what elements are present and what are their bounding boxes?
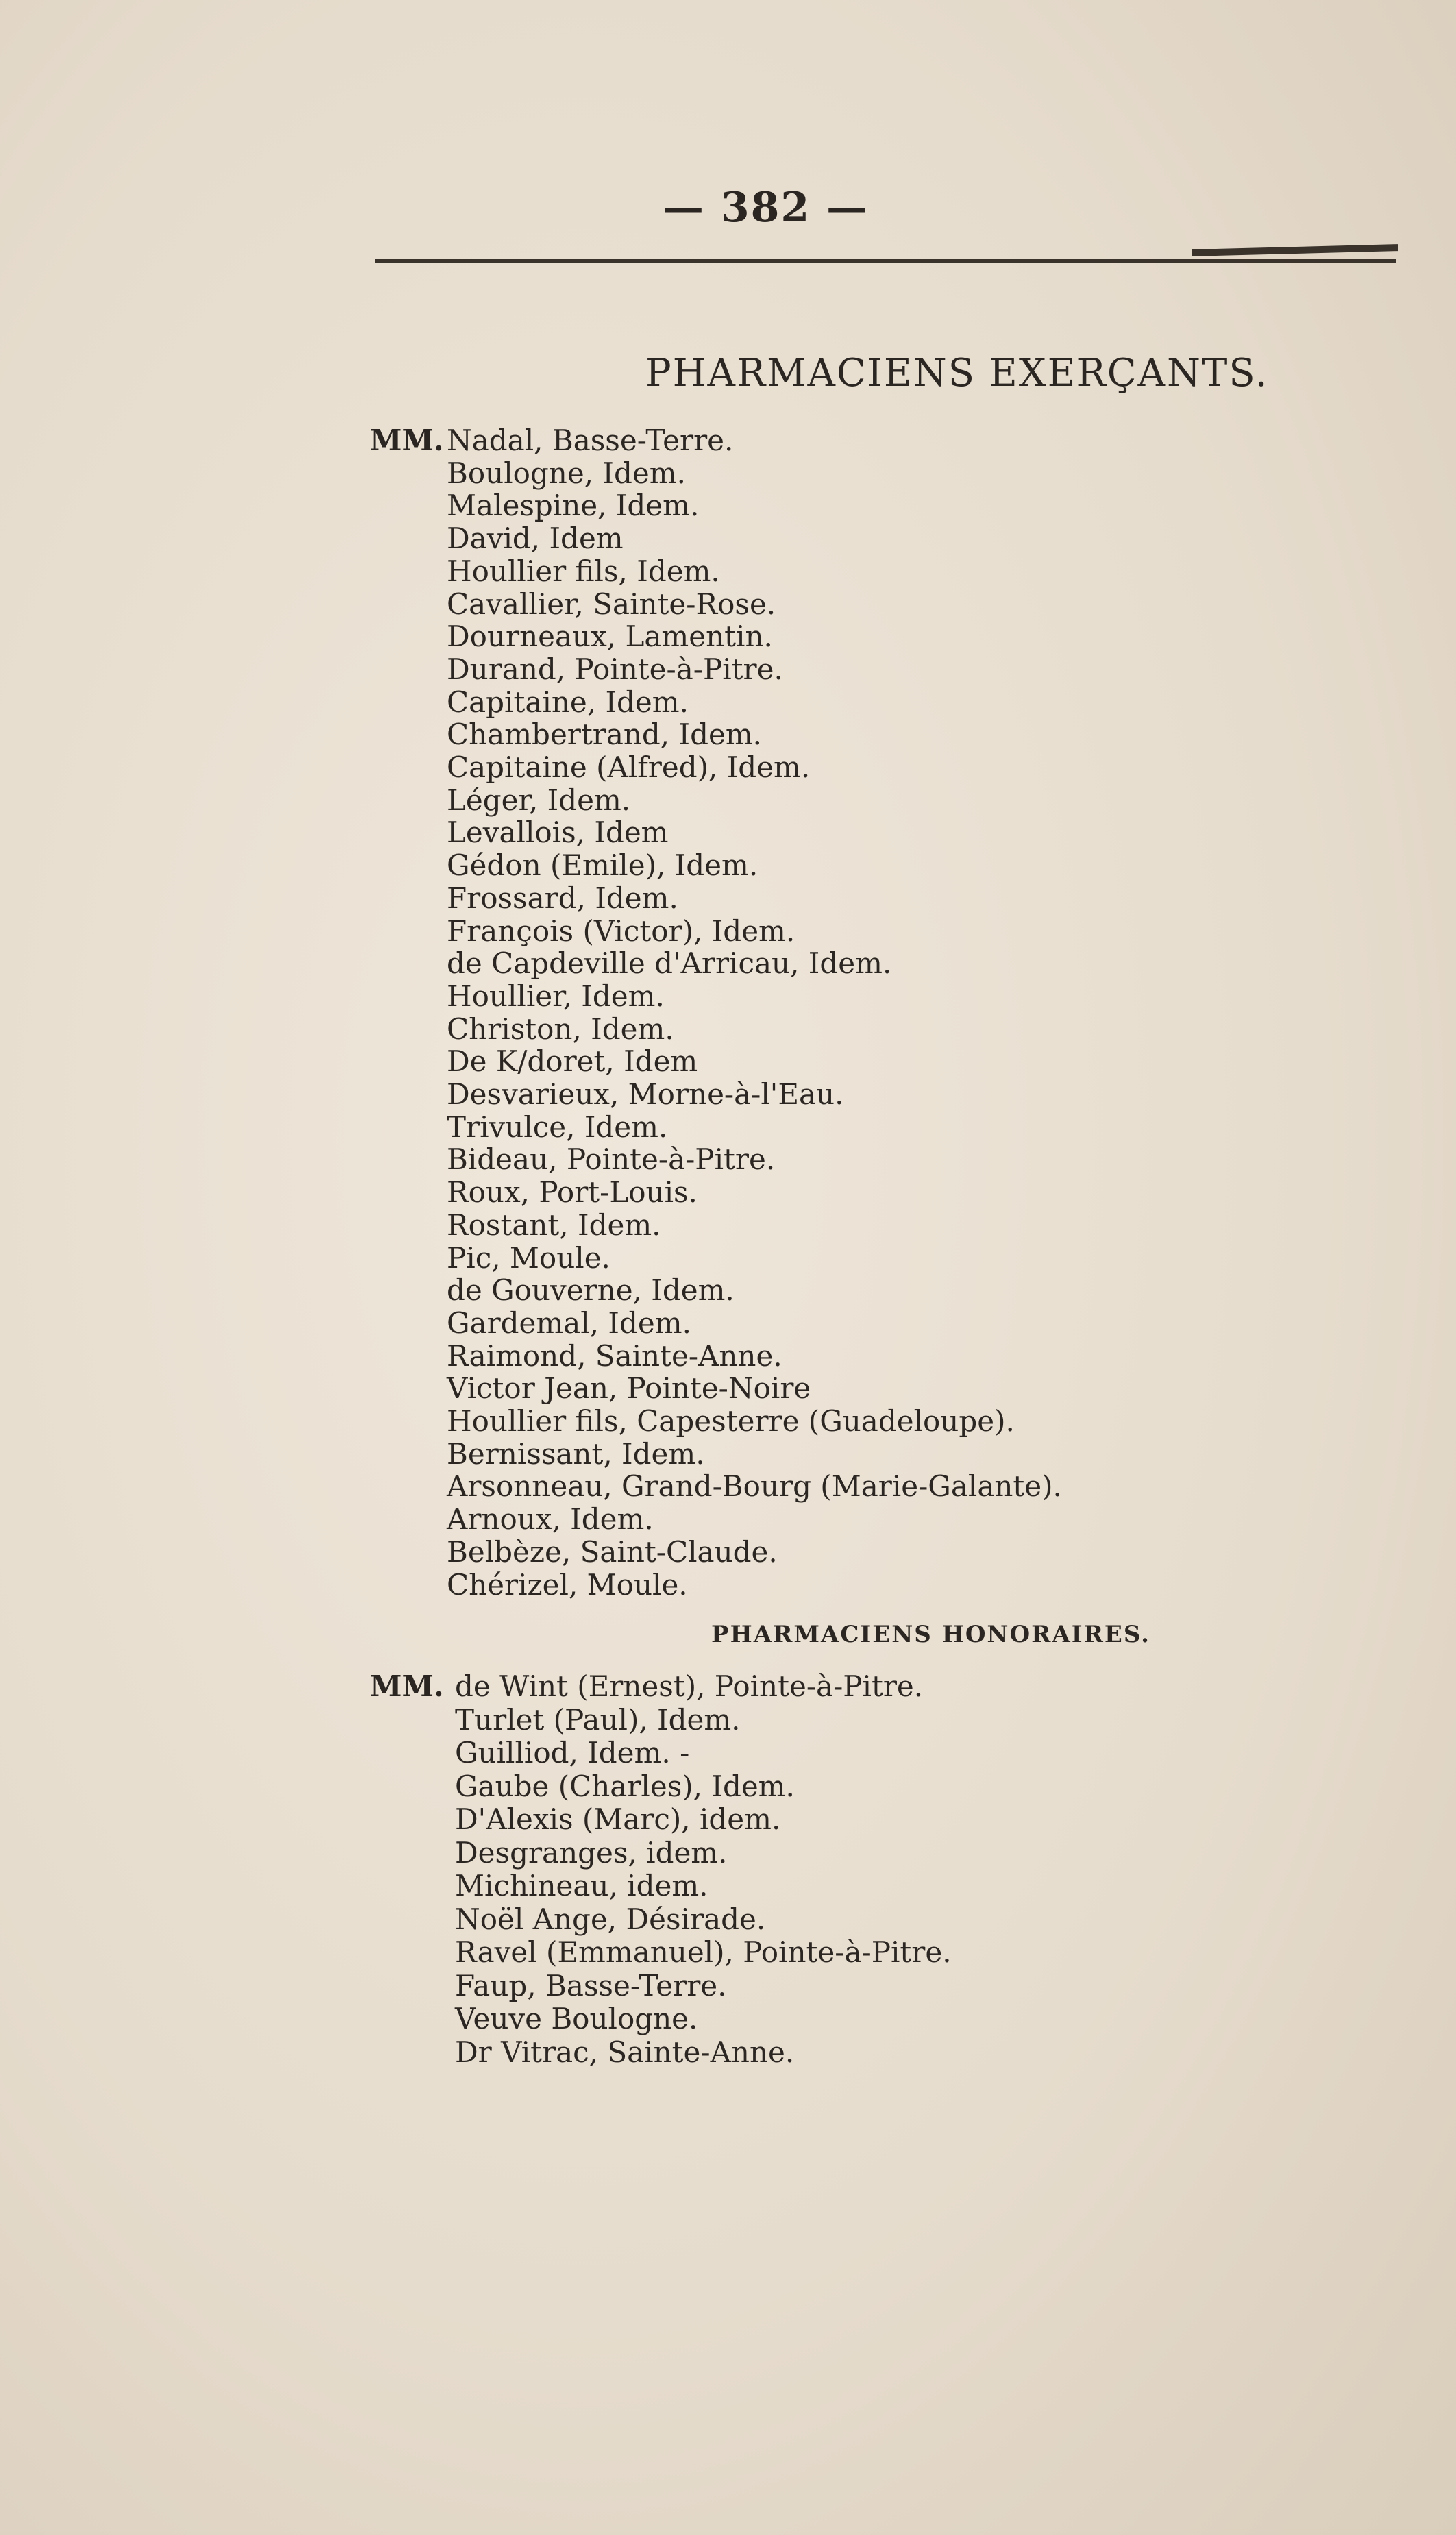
list-item: Gaube (Charles), Idem. <box>455 1769 795 1803</box>
list-item: Chambertrand, Idem. <box>447 718 763 752</box>
page-number: — 382 — <box>662 184 869 232</box>
list-item: Arnoux, Idem. <box>447 1502 654 1536</box>
list-item: Bideau, Pointe-à-Pitre. <box>447 1142 776 1177</box>
list-item: Guilliod, Idem. - <box>455 1736 690 1769</box>
list-item: Desvarieux, Morne-à-l'Eau. <box>447 1077 844 1111</box>
list-item: Roux, Port-Louis. <box>447 1175 698 1210</box>
list-item: Rostant, Idem. <box>447 1208 661 1242</box>
list-item: Capitaine (Alfred), Idem. <box>447 750 811 784</box>
list-item: Faup, Basse-Terre. <box>455 1968 727 2003</box>
list-item: Bernissant, Idem. <box>447 1436 705 1471</box>
list-item: Turlet (Paul), Idem. <box>455 1702 741 1737</box>
list-item: Houllier, Idem. <box>447 979 665 1013</box>
list-item: Arsonneau, Grand-Bourg (Marie-Galante). <box>447 1469 1062 1504</box>
list-item: Houllier fils, Capesterre (Guadeloupe). <box>447 1404 1015 1438</box>
list-item: Veuve Boulogne. <box>455 2002 698 2035</box>
list-item: Dourneaux, Lamentin. <box>447 620 773 654</box>
list-item: Capitaine, Idem. <box>447 685 689 719</box>
section-title-honorary: PHARMACIENS HONORAIRES. <box>711 1621 1151 1648</box>
list-item: de Gouverne, Idem. <box>447 1273 735 1308</box>
list-item: Cavallier, Sainte-Rose. <box>447 587 776 621</box>
list-item: Levallois, Idem <box>447 816 669 850</box>
practicing-prefix: MM. <box>370 424 444 457</box>
list-item: Houllier fils, Idem. <box>447 554 720 588</box>
honorary-prefix: MM. <box>370 1669 444 1703</box>
list-item: Pic, Moule. <box>447 1240 610 1275</box>
section-title-practicing: PHARMACIENS EXERÇANTS. <box>645 351 1269 395</box>
list-item: Trivulce, Idem. <box>447 1110 668 1144</box>
list-item: Gardemal, Idem. <box>447 1306 691 1340</box>
list-item: Raimond, Sainte-Anne. <box>447 1338 782 1373</box>
list-item: Malespine, Idem. <box>447 489 700 523</box>
list-item: Belbèze, Saint-Claude. <box>447 1534 778 1569</box>
list-item: D'Alexis (Marc), idem. <box>455 1802 781 1836</box>
list-item: Léger, Idem. <box>447 783 631 817</box>
list-item: Chérizel, Moule. <box>447 1567 688 1602</box>
list-item: Christon, Idem. <box>447 1012 674 1046</box>
list-item: De K/doret, Idem <box>447 1044 698 1079</box>
list-item: Victor Jean, Pointe-Noire <box>447 1371 811 1406</box>
list-item: François (Victor), Idem. <box>447 914 795 948</box>
list-item: Boulogne, Idem. <box>447 456 686 490</box>
list-item: Frossard, Idem. <box>447 881 678 915</box>
list-item: Ravel (Emmanuel), Pointe-à-Pitre. <box>455 1935 952 1969</box>
list-item: Michineau, idem. <box>455 1869 708 1902</box>
list-item: Gédon (Emile), Idem. <box>447 848 758 883</box>
list-item: Dr Vitrac, Sainte-Anne. <box>455 2035 795 2069</box>
list-item: Noël Ange, Désirade. <box>455 1902 766 1936</box>
list-item: Durand, Pointe-à-Pitre. <box>447 652 783 686</box>
list-item: Nadal, Basse-Terre. <box>447 424 734 457</box>
list-item: de Capdeville d'Arricau, Idem. <box>447 946 892 981</box>
header-rule <box>375 259 1396 263</box>
list-item: David, Idem <box>447 522 624 556</box>
list-item: de Wint (Ernest), Pointe-à-Pitre. <box>455 1669 924 1703</box>
header-rule-thick <box>1192 244 1398 256</box>
list-item: Desgranges, idem. <box>455 1835 728 1870</box>
